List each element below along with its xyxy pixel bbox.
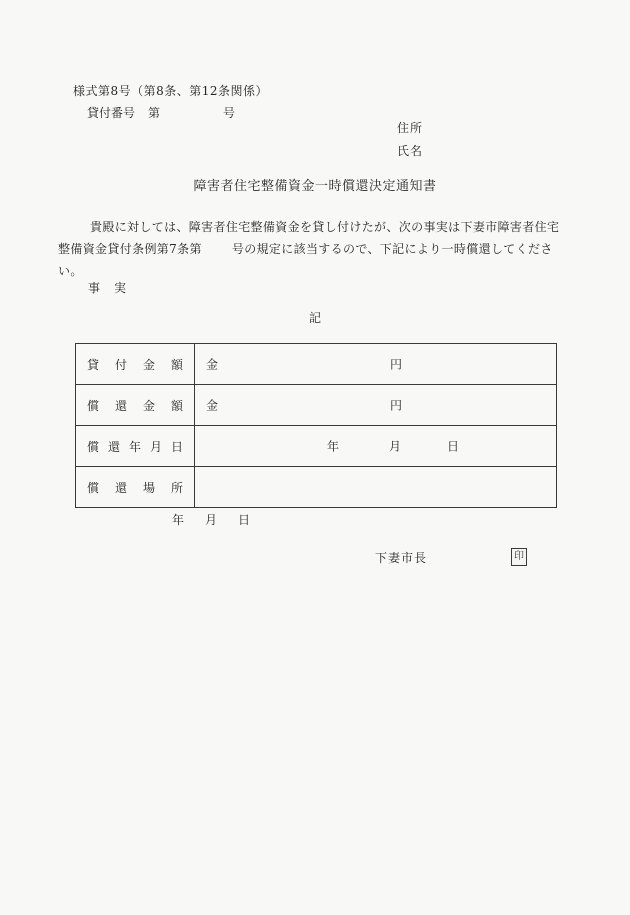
body-paragraph xyxy=(58,216,558,282)
currency-prefix: 金 xyxy=(206,398,219,413)
row-value-repayment-amount xyxy=(195,385,557,426)
body-line-2 xyxy=(58,238,558,260)
document-title: 障害者住宅整備資金一時償還決定通知書 xyxy=(193,179,437,194)
name-label: 氏名 xyxy=(397,144,424,158)
issue-month-unit: 月 xyxy=(205,513,218,527)
row-value-repayment-date xyxy=(195,426,557,467)
fact-label: 事 実 xyxy=(88,281,128,295)
seal-placeholder-icon: 印 xyxy=(511,548,527,566)
address-label: 住所 xyxy=(397,121,424,135)
issue-year-unit: 年 xyxy=(172,513,185,527)
repayment-table xyxy=(75,343,557,508)
loan-number-line xyxy=(0,104,630,120)
issuer-title: 下妻市長 xyxy=(375,551,428,565)
issue-day-unit: 日 xyxy=(238,513,251,527)
table-row-repayment-place xyxy=(76,467,557,508)
day-unit: 日 xyxy=(447,439,460,454)
issue-date-line xyxy=(0,511,630,527)
row-value-repayment-place xyxy=(195,467,557,508)
signature-line xyxy=(0,548,630,568)
body-line-3: い。 xyxy=(58,264,83,278)
row-label-loan-amount: 貸 付 金 額 xyxy=(76,344,195,385)
loan-number-prefix: 第 xyxy=(148,106,161,120)
body-line-1: 貴殿に対しては、障害者住宅整備資金を貸し付けたが、次の事実は下妻市障害者住宅 xyxy=(90,220,560,234)
row-label-repayment-place: 償 還 場 所 xyxy=(76,467,195,508)
year-unit: 年 xyxy=(327,439,340,454)
row-label-repayment-date: 償 還 年 月 日 xyxy=(76,426,195,467)
form-number: 様式第8号（第8条、第12条関係） xyxy=(73,84,269,98)
currency-prefix: 金 xyxy=(206,357,219,372)
row-label-repayment-amount: 償 還 金 額 xyxy=(76,385,195,426)
currency-suffix: 円 xyxy=(390,357,403,372)
row-value-loan-amount xyxy=(195,344,557,385)
table-row-repayment-amount xyxy=(76,385,557,426)
table-row-repayment-date xyxy=(76,426,557,467)
month-unit: 月 xyxy=(389,439,402,454)
loan-number-label: 貸付番号 xyxy=(87,106,136,120)
loan-number-suffix: 号 xyxy=(223,106,236,120)
body-line-2-before-blank: 整備資金貸付条例第7条第 xyxy=(58,242,202,256)
body-line-2-after-blank: 号の規定に該当するので、下記により一時償還してくださ xyxy=(231,242,553,256)
currency-suffix: 円 xyxy=(390,398,403,413)
table-row-loan-amount xyxy=(76,344,557,385)
record-heading: 記 xyxy=(308,311,321,325)
